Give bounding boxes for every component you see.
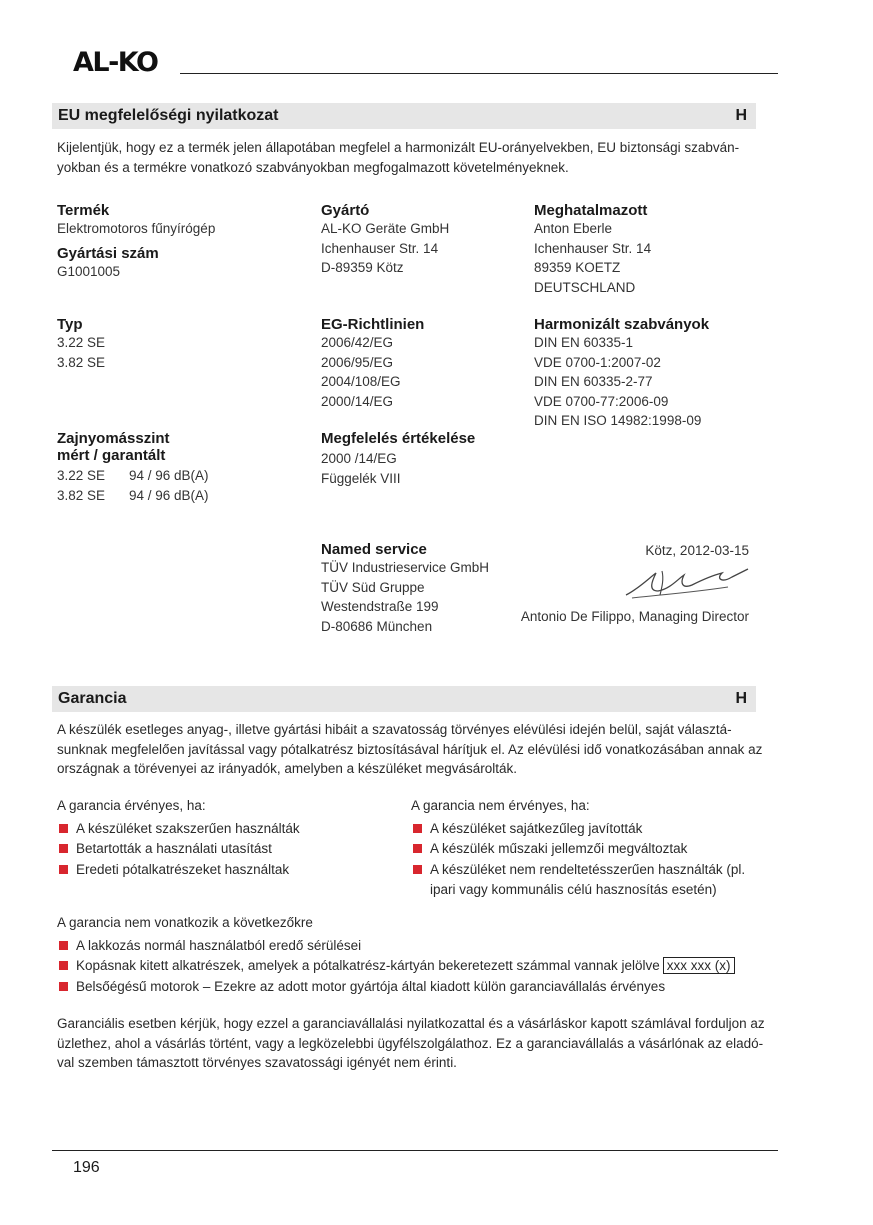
product-block xyxy=(57,202,215,239)
list-item: A készüléket szakszerűen használták xyxy=(57,819,387,840)
signature-image xyxy=(618,565,752,601)
serial-block xyxy=(57,245,159,282)
warranty-intro: A készülék esetleges anyag-, illetve gyártási hibáit a szavatosság törvényes elévülési idején belül, saját választá- sunknak megfelelően javítással vagy pótalkatrész biztosításával hárítjuk el. Az elévülési idő vonatkozásában annak az országnak a törévenyei az irányadók, amelyben a készüléket megvásárolták. xyxy=(57,722,763,776)
harmonized-heading: Harmonizált szabványok xyxy=(534,316,710,333)
list-item: Betartották a használati utasítást xyxy=(57,839,387,860)
warranty-excluded-list xyxy=(57,913,757,997)
warranty-excluded-heading: A garancia nem vonatkozik a következőkre xyxy=(57,915,313,930)
manufacturer-block: Gyártó AL-KO Geräte GmbH Ichenhauser Str. 14 D-89359 Kötz xyxy=(321,202,450,275)
named-service-block: Named service TÜV Industrieservice GmbH TÜV Süd Gruppe Westendstraße 199 D-80686 München xyxy=(321,541,490,634)
representative-block: Meghatalmazott Anton Eberle Ichenhauser Str. 14 89359 KOETZ DEUTSCHLAND xyxy=(534,202,652,295)
warranty-section-language-tag: H xyxy=(735,690,747,707)
list-item: A készüléket sajátkezűleg javították xyxy=(411,819,756,840)
warranty-section-header xyxy=(52,686,756,712)
product-value: Elektromotoros fűnyírógép xyxy=(57,221,216,236)
eg-directives-block: EG-Richtlinien 2006/42/EG 2006/95/EG 2004/108/EG 2000/14/EG xyxy=(321,316,425,409)
part-number-box: xxx xxx (x) xyxy=(663,957,735,974)
eu-intro: Kijelentjük, hogy ez a termék jelen állapotában megfelel a harmonizált EU-orányelvekben, EU biztonsági szabván- yokban és a termékre vonatkozó szabványokban megfogalmazott követelményeknek. xyxy=(57,140,740,175)
noise-heading-2: mért / garantált xyxy=(57,447,166,464)
list-item: Eredeti pótalkatrészeket használtak xyxy=(57,860,387,881)
representative-heading: Meghatalmazott xyxy=(534,202,648,219)
eg-directives-heading: EG-Richtlinien xyxy=(321,316,425,333)
header-rule xyxy=(180,73,778,74)
signatory: Antonio De Filippo, Managing Director xyxy=(520,609,749,624)
conformity-heading: Megfelelés értékelése xyxy=(321,430,476,447)
harmonized-block: Harmonizált szabványok DIN EN 60335-1 VDE 0700-1:2007-02 DIN EN 60335-2-77 VDE 0700-77:2006-09 DIN EN ISO 14982:1998-09 xyxy=(534,316,710,428)
eu-section-header xyxy=(52,103,756,129)
noise-row: 3.22 SE 94 / 96 dB(A) xyxy=(57,468,209,483)
list-item: Belsőégésű motorok – Ezekre az adott motor gyártója által kiadott külön garanciavállalás érvényes xyxy=(57,977,757,998)
warranty-invalid-heading: A garancia nem érvényes, ha: xyxy=(411,798,590,813)
warranty-closing: Garanciális esetben kérjük, hogy ezzel a garanciavállalási nyilatkozattal és a vásárláskor kapott számlával forduljon az üzlethez, ahol a vásárlás történt, vagy a legközelebbi ügyfélszolgálathoz. Ez a garanciavállalás a vásárlónak az eladó- val szemben támasztott törvényes szavatossági igényét nem érinti. xyxy=(57,1016,765,1070)
type-heading: Typ xyxy=(57,316,83,333)
list-item: Kopásnak kitett alkatrészek, amelyek a pótalkatrész-kártyán bekeretezett számmal vannak jelölve xxx xxx (x) xyxy=(57,956,757,977)
warranty-valid-heading: A garancia érvényes, ha: xyxy=(57,798,206,813)
list-item: A készülék műszaki jellemzői megváltoztak xyxy=(411,839,756,860)
manufacturer-heading: Gyártó xyxy=(321,202,370,219)
place-date: Kötz, 2012-03-15 xyxy=(645,543,749,558)
warranty-valid-list xyxy=(57,796,387,880)
eu-section-language-tag: H xyxy=(735,107,747,124)
serial-heading: Gyártási szám xyxy=(57,245,159,262)
footer-rule xyxy=(52,1150,778,1151)
conformity-block: Megfelelés értékelése 2000 /14/EG Függelék VIII xyxy=(321,430,476,486)
serial-value: G1001005 xyxy=(57,264,121,279)
page-number: 196 xyxy=(73,1159,100,1176)
noise-row: 3.82 SE 94 / 96 dB(A) xyxy=(57,487,209,503)
product-heading: Termék xyxy=(57,202,110,219)
warranty-invalid-list xyxy=(411,796,756,901)
warranty-section-title: Garancia xyxy=(58,690,127,707)
eu-section-title: EU megfelelőségi nyilatkozat xyxy=(58,107,279,124)
named-service-heading: Named service xyxy=(321,541,427,558)
noise-heading-1: Zajnyomásszint xyxy=(57,430,170,447)
list-item: A készüléket nem rendeltetésszerűen használták (pl. ipari vagy kommunális célú hasznosítás esetén) xyxy=(411,860,756,901)
noise-block xyxy=(57,430,209,505)
type-block: Typ 3.22 SE 3.82 SE xyxy=(57,316,106,370)
alko-logo: AL-KO xyxy=(73,47,158,78)
list-item: A lakkozás normál használatból eredő sérülései xyxy=(57,936,757,957)
